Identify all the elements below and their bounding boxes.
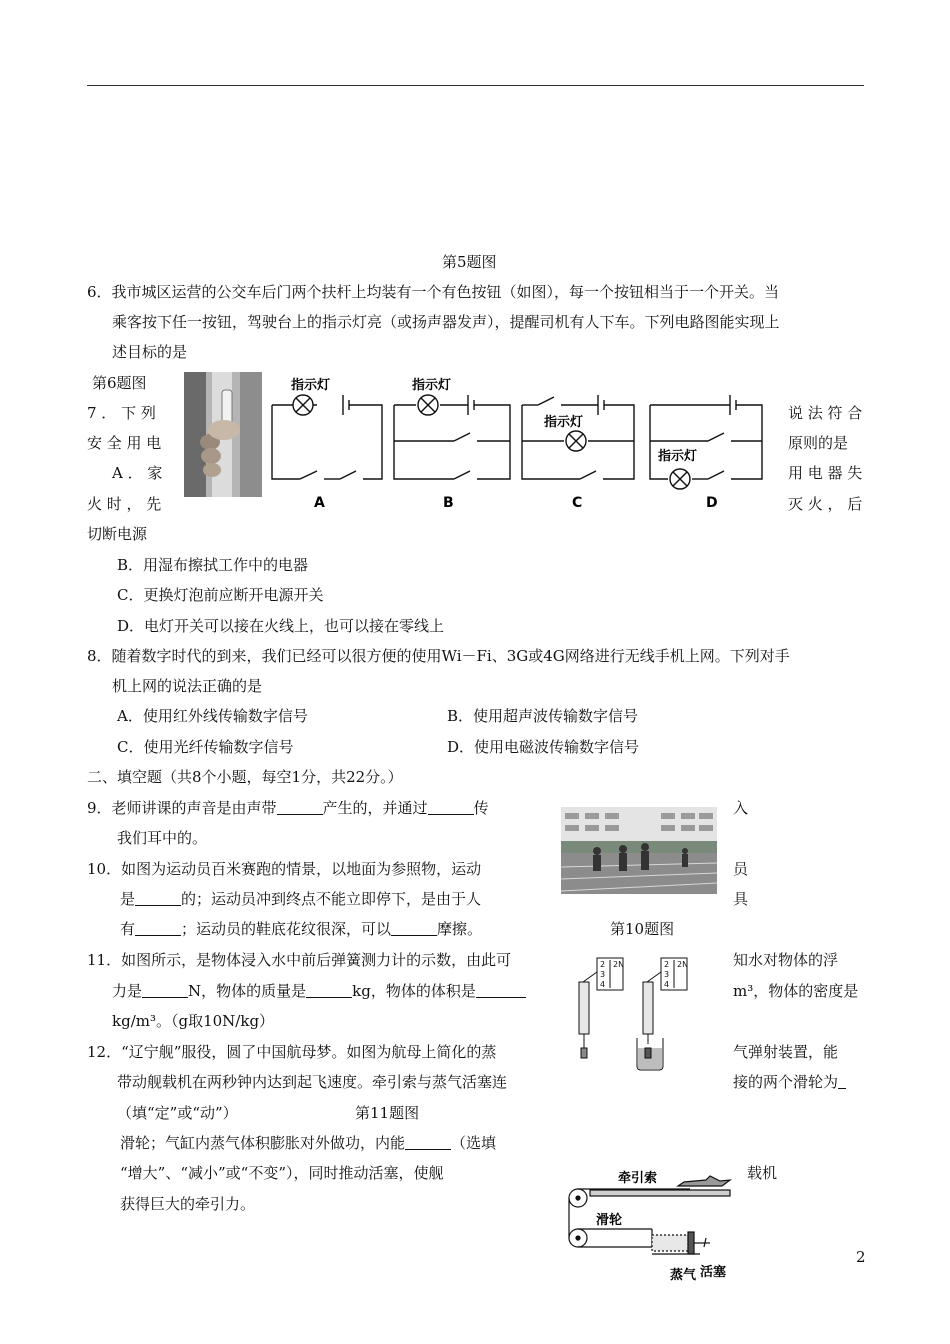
q8-option-b: B．使用超声波传输数字信号 <box>447 707 639 725</box>
circuit-d <box>650 395 762 489</box>
q7-left2: 安 全 用 电 <box>87 434 162 452</box>
q11-line2 <box>112 981 526 1001</box>
q12-line2: 带动舰载机在两秒钟内达到起飞速度。牵引索与蒸气活塞连 <box>117 1073 508 1091</box>
steam-catapult-figure <box>560 1158 740 1284</box>
lamp-label-d: 指示灯 <box>658 449 698 464</box>
q10-text-c: 有 <box>120 920 136 938</box>
q11-right2: m³，物体的密度是 <box>733 982 859 1000</box>
q12-line1: 12．“辽宁舰”服役，圆了中国航母梦。如图为航母上简化的蒸 <box>87 1043 497 1061</box>
circuit-label-c: C <box>572 495 583 511</box>
fig-label-cable: 牵引索 <box>618 1171 658 1186</box>
q9-blank-1[interactable] <box>277 800 323 815</box>
q7-option-d: D．电灯开关可以接在火线上，也可以接在零线上 <box>117 617 445 635</box>
q12-blank-2[interactable] <box>405 1135 451 1150</box>
q8-option-d: D．使用电磁波传输数字信号 <box>447 738 640 756</box>
q7-left4: 火 时 ， 先 <box>87 495 162 513</box>
q8-option-c: C．使用光纤传输数字信号 <box>117 738 294 756</box>
q6-fig-caption: 第6题图 <box>92 374 147 392</box>
q10-text-d: ；运动员的鞋底花纹很深，可以 <box>181 920 392 938</box>
q12-right2-text: 接的两个滑轮为 <box>733 1073 839 1091</box>
q6-line3: 述目标的是 <box>112 343 188 361</box>
q12-right1: 气弹射装置，能 <box>733 1043 839 1061</box>
q10-caption: 第10题图 <box>610 920 675 938</box>
q11-line3: kg/m³。（g取10N/kg） <box>112 1012 275 1030</box>
q6-line2: 乘客按下任一按钮，驾驶台上的指示灯亮（或扬声器发声），提醒司机有人下车。下列电路图能实现上 <box>112 313 780 331</box>
q9-text-c: 传 <box>473 799 489 817</box>
q7-right1: 说 法 符 合 <box>788 404 863 422</box>
q5-caption: 第5题图 <box>442 253 497 271</box>
circuit-diagrams <box>262 372 782 512</box>
q8-line1: 8．随着数字时代的到来，我们已经可以很方便的使用Wi－Fi、3G或4G网络进行无线手机上网。下列对手 <box>87 647 790 665</box>
q12-text-a: 滑轮；气缸内蒸气体积膨胀对外做功，内能 <box>120 1134 406 1152</box>
scale2-tick-3: 3 <box>664 970 670 979</box>
circuit-label-b: B <box>443 495 454 511</box>
circuit-c <box>522 395 634 479</box>
circuit-label-d: D <box>706 495 718 511</box>
q8-option-a: A．使用红外线传输数字信号 <box>117 707 308 725</box>
q10-right1: 员 <box>733 860 749 878</box>
q11-blank-2[interactable] <box>306 983 352 998</box>
circuit-label-a: A <box>314 495 325 511</box>
q7-right2: 原则的是 <box>788 434 849 452</box>
scale2-tick-4: 4 <box>664 980 670 989</box>
q7-option-b: B．用湿布擦拭工作中的电器 <box>117 556 309 574</box>
q7-left3: A ． 家 <box>112 464 163 482</box>
q8-line2: 机上网的说法正确的是 <box>112 677 263 695</box>
lamp-label-a: 指示灯 <box>291 378 331 393</box>
q7-left5: 切断电源 <box>87 525 148 543</box>
q9-right: 入 <box>733 799 749 817</box>
q7-left1: 7 ． 下 列 <box>87 404 156 422</box>
fig-label-steam: 蒸气 <box>670 1268 697 1283</box>
q7-option-c: C．更换灯泡前应断开电源开关 <box>117 586 324 604</box>
q7-right3: 用 电 器 失 <box>788 464 863 482</box>
q10-right2: 具 <box>733 890 749 908</box>
q11-text-c: kg，物体的体积是 <box>352 982 476 1000</box>
q11-text-b: N，物体的质量是 <box>188 982 307 1000</box>
q10-line2 <box>120 889 481 909</box>
q12-blank-1[interactable] <box>838 1074 846 1089</box>
header-rule <box>87 85 864 86</box>
q10-text-b: 的；运动员冲到终点不能立即停下，是由于人 <box>181 890 482 908</box>
q10-blank-3[interactable] <box>391 921 437 936</box>
q10-line1: 10．如图为运动员百米赛跑的情景，以地面为参照物，运动 <box>87 860 482 878</box>
q12-right3: 载机 <box>747 1164 778 1182</box>
page-number: 2 <box>856 1248 866 1266</box>
fig-label-pulley: 滑轮 <box>596 1213 623 1228</box>
q12-right2 <box>733 1072 846 1092</box>
scale2-tick-2: 2 <box>664 960 670 969</box>
q11-blank-3[interactable] <box>476 983 526 998</box>
q12-line4 <box>120 1133 496 1153</box>
lamp-label-c: 指示灯 <box>544 415 584 430</box>
q10-line3 <box>120 919 482 939</box>
runners-photo <box>561 807 717 894</box>
q6-line1: 6．我市城区运营的公交车后门两个扶杆上均装有一个有色按钮（如图），每一个按钮相当于一个开关。当 <box>87 283 780 301</box>
q12-line5: “增大”、“减小”或“不变”），同时推动活塞，使舰 <box>120 1164 444 1182</box>
q11-right1: 知水对物体的浮 <box>733 951 839 969</box>
q10-text-a: 是 <box>120 890 136 908</box>
q9-line2: 我们耳中的。 <box>117 829 208 847</box>
lamp-label-b: 指示灯 <box>412 378 452 393</box>
q9-text-b: 产生的，并通过 <box>322 799 428 817</box>
section2-title: 二、填空题（共8个小题，每空1分，共22分。） <box>87 768 403 786</box>
q12-line6: 获得巨大的牵引力。 <box>120 1195 256 1213</box>
scale1-tick-2: 2 <box>600 960 606 969</box>
spring-scale-figure <box>575 952 725 1072</box>
scale1-unit: 2N <box>613 960 625 969</box>
q9-line1 <box>87 798 489 818</box>
circuit-b <box>394 395 510 479</box>
q10-blank-1[interactable] <box>135 891 181 906</box>
scale1-tick-4: 4 <box>600 980 606 989</box>
bus-button-photo <box>184 372 262 497</box>
q9-blank-2[interactable] <box>428 800 474 815</box>
q10-text-e: 摩擦。 <box>437 920 483 938</box>
scale1-tick-3: 3 <box>600 970 606 979</box>
q11-caption: 第11题图 <box>355 1104 420 1122</box>
q7-right4: 灭 火 ， 后 <box>788 495 863 513</box>
q11-blank-1[interactable] <box>142 983 188 998</box>
q9-text-a: 9．老师讲课的声音是由声带 <box>87 799 277 817</box>
q12-text-b: （选填 <box>451 1134 497 1152</box>
circuit-a <box>272 395 382 479</box>
fig-label-piston: 活塞 <box>700 1265 727 1280</box>
q11-text-a: 力是 <box>112 982 143 1000</box>
q12-line3: （填“定”或“动”） <box>117 1104 238 1122</box>
q10-blank-2[interactable] <box>135 921 181 936</box>
scale2-unit: 2N <box>677 960 689 969</box>
q11-line1: 11．如图所示，是物体浸入水中前后弹簧测力计的示数，由此可 <box>87 951 512 969</box>
